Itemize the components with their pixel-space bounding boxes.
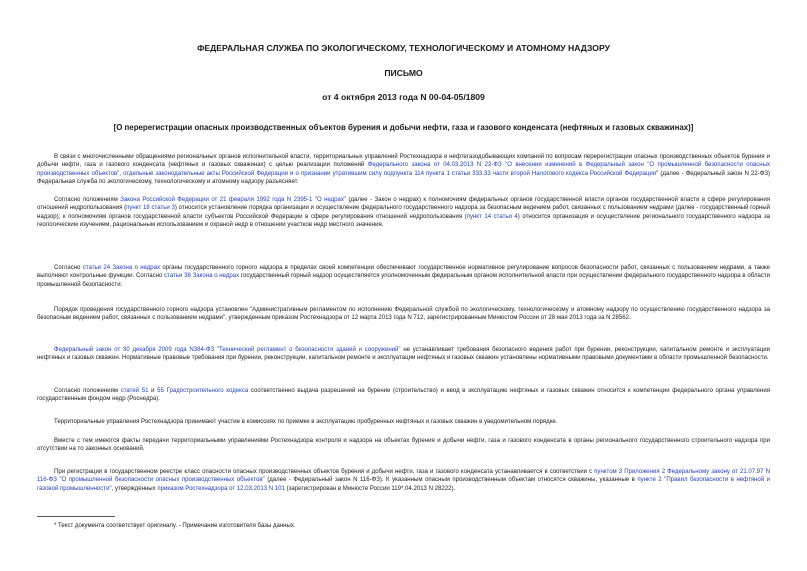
document-subject: [О перерегистрации опасных производственных объектов бурения и добычи нефти, газа и газового конденсата (нефтяных и газовых скважинах)] — [113, 123, 694, 132]
paragraph-6-and: и — [151, 388, 155, 394]
paragraph-2-text-c: ) относится установление порядка организации и осуществление федерального государственного надзора за безопасным ведением работ, связанных с пользованием недрами (далее - государственный горный надзор); к полномочиям органов государственной власти субъектов Российской Федерации в сфере регулирования отношений недропользования ( — [37, 205, 770, 220]
paragraph-5-text: не устанавливает требования безопасного ведения работ при бурении, реконструкции, капитальном ремонте и эксплуатации нефтяных и газовых скважин. Нормативные правовые требования при бурении, реконструкции, капитальном ремонте и эксплуатации нефтяных и газовых скважин установлены нормативными правовыми документами в области промышленной безопасности. — [37, 347, 770, 362]
paragraph-9-text-c: , утвержденных — [111, 485, 156, 492]
paragraph-8-text: Вместе с тем имеются факты передачи территориальными управлениями Ростехнадзора контроля и надзора на объектах бурения и добычи нефти, газа и газового конденсата в органы регионального государственного строительного надзора при отсутствии на то законных оснований. — [37, 438, 770, 453]
link-law-384fz[interactable]: Федеральный закон от 30 декабря 2009 года N384-ФЗ "Технический регламент о безопасности зданий и сооружений" — [54, 347, 401, 353]
paragraph-3-text-c: государственный горный надзор осуществляется уполномоченным федеральным органом исполнительной власти при осуществлении федерального государственного надзора в области промышленной безопасности. — [37, 273, 771, 288]
paragraph-8 — [37, 437, 770, 454]
document-date-number: от 4 октября 2013 года N 00-04-05/1809 — [322, 92, 485, 102]
paragraph-7-text: Территориальные управления Ростехнадзора принимают участие в комиссиях по приемке в эксплуатацию пробуренных нефтяных и газовых скважин в уведомительном порядке. — [54, 419, 558, 425]
paragraph-7 — [37, 418, 770, 426]
link-art4-p14[interactable]: пункт 14 статьи 4 — [466, 213, 518, 220]
link-law-on-subsoil[interactable]: Закона Российской Федерации от 21 февраля 1992 года N 2395-1 "О недрах" — [120, 197, 347, 203]
paragraph-2-text-b: (далее - Закон о недрах) к полномочиям федеральных органов государственной власти органов государственной власти в сфере регулирования отношений недропользования ( — [37, 197, 771, 212]
link-federal-law-22fz-cont[interactable]: в Федеральный закон "О промышленной безопасности опасных производственных объектов", отдельные законодательные акты Российской Федерации и о признании утратившим силу подпункта 114 пункта 1 статьи — [37, 162, 770, 177]
link-art38-subsoil[interactable]: статьи 38 Закона о недрах — [164, 273, 240, 280]
document-type: ПИСЬМО — [384, 68, 423, 78]
footnote-divider — [37, 516, 115, 517]
paragraph-2 — [37, 196, 770, 230]
paragraph-1-text: В связи с многочисленными обращениями региональных органов исполнительной власти, территориальных управлений Ростехнадзора и нефтегазодобывающих компаний по вопросам перерегистрации опасных производственных объектов бурения и добычи нефти, газа и газового конденсата (нефтяных и газовых скважинах) с целью реализации положений — [37, 154, 770, 169]
paragraph-3-text-b: органы государственного горного надзора в пределах своей компетенции обеспечивают государственное нормативное регулирование вопросов безопасности работ, связанных с пользованием недрами, а также выполняют контрольные функции. Согласно — [37, 265, 770, 280]
paragraph-6-text: Согласно положениям — [54, 388, 119, 394]
paragraph-4-text: Порядок проведения государственного горного надзора установлен "Административным регламентом по исполнению Федеральной службой по экологическому, технологическому и атомному надзору по осуществлению государственного надзора за безопасным ведением работ, связанных с пользованием недрами", утвержденным приказом Ростехнадзора от 12 марта 2013 года N 712, зарегистрированным Минюстом России от 28 мая 2013 года за N 28562. — [37, 307, 770, 322]
paragraph-9-text-d: (зарегистрирован в Минюсте России 119*.04.2013 N 28222). — [286, 485, 456, 492]
agency-title: ФЕДЕРАЛЬНАЯ СЛУЖБА ПО ЭКОЛОГИЧЕСКОМУ, ТЕХНОЛОГИЧЕСКОМУ И АТОМНОМУ НАДЗОРУ — [197, 43, 610, 53]
paragraph-9-text-b: (далее - Федеральный закон N 116-ФЗ). К указанным опасным производственным объектам относятся скважины, указанные в — [267, 477, 635, 484]
link-federal-law-22fz[interactable]: Федерального закона от 04.03.2013 N 22-ФЗ "О внесении изменений — [367, 162, 576, 169]
link-article-51[interactable]: статей 51 — [120, 388, 149, 394]
link-art24-subsoil[interactable]: статьи 24 Закона о недрах — [82, 265, 161, 271]
paragraph-2-text-d: ) относится организация и осуществление регионального государственного надзора за геологическим изучением, рациональным использованием и охраной недр в отношении участков недр местного значения. — [37, 213, 770, 229]
paragraph-3-text: Согласно — [54, 265, 81, 271]
paragraph-6 — [37, 387, 770, 404]
link-law-116fz-title[interactable]: "О промышленной безопасности опасных производственных объектов" — [59, 477, 265, 484]
link-appendix-2-point-3[interactable]: пунктом 3 Приложения — [594, 469, 660, 475]
paragraph-3 — [37, 264, 770, 289]
paragraph-1 — [37, 153, 770, 187]
link-tax-code[interactable]: 333.33 части второй Налогового кодекса Российской Федерации — [472, 170, 657, 177]
paragraph-6-text-b: соответственно выдача разрешений на бурение (строительство) и ввод в эксплуатацию нефтяных и газовых скважин относится к компетенции федерального органа управления государственным фондом недр (Роснедра). — [37, 388, 771, 403]
paragraph-4 — [37, 306, 770, 323]
link-safety-rules-point-2[interactable]: пункте 2 "Правил безопасности в нефтяной и газовой промышленности" — [37, 477, 770, 492]
link-order-101[interactable]: приказом Ростехнадзора от 12.03.2013 N 101 — [157, 485, 285, 492]
paragraph-9-text: При регистрации в государственном реестре класс опасности опасных производственных объектов бурения и добычи нефти, газа и газового конденсата устанавливается в соответствии с — [54, 469, 593, 475]
paragraph-5 — [37, 346, 770, 363]
footnote: * Текст документа соответствует оригиналу. - Примечание изготовителя базы данных. — [54, 523, 296, 529]
link-art3-p18[interactable]: пункт 18 статьи 3 — [126, 205, 175, 212]
paragraph-2-text: Согласно положениям — [54, 197, 118, 203]
link-law-116fz[interactable]: 2 Федеральному закону от 21.07.97 N 116-ФЗ — [37, 469, 770, 484]
paragraph-9 — [37, 468, 770, 493]
paragraph-1-text-end: " (далее - Федеральный закон N 22-ФЗ) Федеральная служба по экологическому, технологическому и атомному надзору разъясняет. — [37, 170, 770, 186]
link-urban-planning-code[interactable]: 55 Градостроительного кодекса — [157, 388, 249, 394]
